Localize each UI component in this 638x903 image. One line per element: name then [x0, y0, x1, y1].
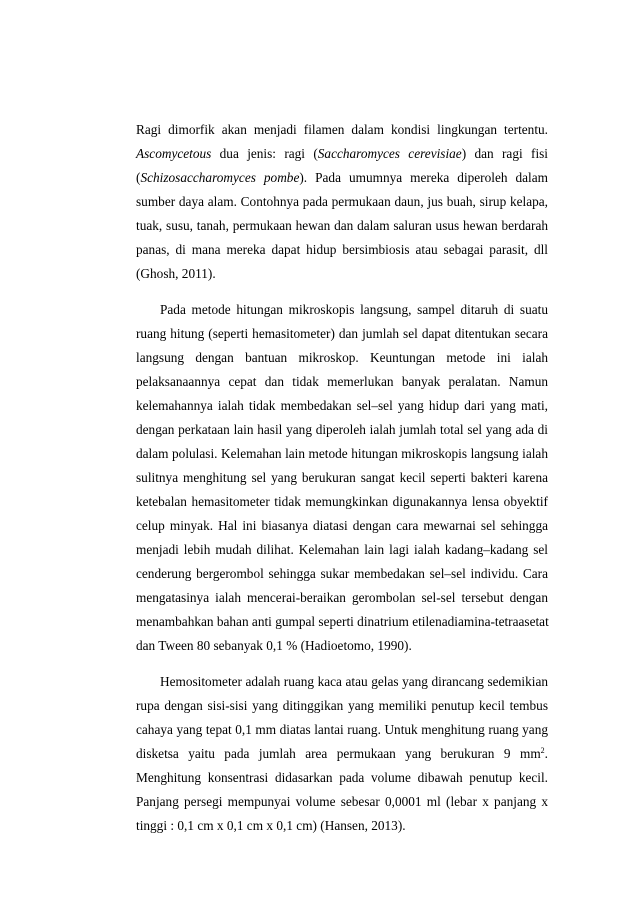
text-span: dalam polulasi. Kelemahan lain metode hitungan mikroskopis langsung ialah [136, 446, 548, 461]
text-span: cenderung bergerombol sehingga sukar membedakan sel–sel individu. Cara [136, 566, 548, 581]
text-span: Menghitung konsentrasi didasarkan pada volume dibawah penutup kecil. [136, 770, 548, 785]
text-span: ketebalan hemasitometer tidak memungkinkan digunakannya lensa obyektif [136, 494, 548, 509]
text-span: . [544, 746, 548, 761]
text-line [136, 238, 548, 262]
paragraph-gap [136, 286, 548, 298]
text-line [136, 298, 548, 322]
text-line [136, 322, 548, 346]
text-span: rupa dengan sisi-sisi yang ditinggikan yang memiliki penutup kecil tembus [136, 698, 548, 713]
text-line [136, 790, 548, 814]
text-span: cahaya yang tepat 0,1 mm diatas lantai ruang. Untuk menghitung ruang yang [136, 722, 548, 737]
italic-term: Saccharomyces cerevisiae [317, 146, 462, 161]
text-line [136, 418, 548, 442]
superscript: 2 [540, 746, 545, 755]
text-line [136, 718, 548, 742]
text-span: sumber daya alam. Contohnya pada permukaan daun, jus buah, sirup kelapa, [136, 194, 548, 209]
text-span: Hemositometer adalah ruang kaca atau gelas yang dirancang sedemikian [160, 674, 548, 689]
text-span: dan Tween 80 sebanyak 0,1 % (Hadioetomo, 1990). [136, 638, 412, 653]
text-line [136, 214, 548, 238]
text-line [136, 142, 548, 166]
text-line [136, 814, 548, 838]
text-line [136, 742, 548, 766]
body-text [136, 118, 548, 838]
text-span: pelaksanaannya cepat dan tidak memerlukan banyak peralatan. Namun [136, 374, 548, 389]
text-line [136, 262, 548, 286]
paragraph [136, 118, 548, 286]
text-line [136, 466, 548, 490]
text-span: mengatasinya ialah mencerai-beraikan gerombolan sel-sel tersebut dengan [136, 590, 548, 605]
text-span: celup minyak. Hal ini biasanya diatasi dengan cara mewarnai sel sehingga [136, 518, 548, 533]
italic-term: Ascomycetous [136, 146, 212, 161]
text-line [136, 634, 548, 658]
paragraph [136, 670, 548, 838]
text-line [136, 394, 548, 418]
text-line [136, 610, 548, 634]
text-span: menjadi lebih mudah dilihat. Kelemahan lain lagi ialah kadang–kadang sel [136, 542, 548, 557]
text-span: langsung dengan bantuan mikroskop. Keuntungan metode ini ialah [136, 350, 548, 365]
text-span: Panjang persegi mempunyai volume sebesar 0,0001 ml (lebar x panjang x [136, 794, 548, 809]
text-span: ( [136, 170, 141, 185]
text-line [136, 346, 548, 370]
text-line [136, 586, 548, 610]
text-span: Ragi dimorfik akan menjadi filamen dalam kondisi lingkungan tertentu. [136, 122, 548, 137]
text-line [136, 118, 548, 142]
text-span: ruang hitung (seperti hemasitometer) dan jumlah sel dapat ditentukan secara [136, 326, 548, 341]
text-line [136, 370, 548, 394]
text-line [136, 166, 548, 190]
italic-term: Schizosaccharomyces pombe [140, 170, 300, 185]
text-span: sulitnya menghitung sel yang berukuran sangat kecil seperti bakteri karena [136, 470, 548, 485]
text-span: dengan perkataan lain hasil yang diperoleh ialah jumlah total sel yang ada di [136, 422, 548, 437]
text-span: menambahkan bahan anti gumpal seperti dinatrium etilenadiamina-tetraasetat [136, 614, 549, 629]
text-line [136, 694, 548, 718]
text-span: disketsa yaitu pada jumlah area permukaan yang berukuran 9 mm [136, 746, 541, 761]
text-span: dua jenis: ragi ( [211, 146, 318, 161]
text-line [136, 562, 548, 586]
text-line [136, 670, 548, 694]
text-span: Pada metode hitungan mikroskopis langsung, sampel ditaruh di suatu [160, 302, 548, 317]
text-line [136, 514, 548, 538]
text-span: ). Pada umumnya mereka diperoleh dalam [299, 170, 548, 185]
text-span: ) dan ragi fisi [461, 146, 549, 161]
text-span: panas, di mana mereka dapat hidup bersimbiosis atau sebagai parasit, dll [136, 242, 548, 257]
text-line [136, 538, 548, 562]
text-line [136, 442, 548, 466]
text-span: tuak, susu, tanah, permukaan hewan dan dalam saluran usus hewan berdarah [136, 218, 548, 233]
text-span: (Ghosh, 2011). [136, 266, 216, 281]
text-line [136, 766, 548, 790]
paragraph-gap [136, 658, 548, 670]
text-span: kelemahannya ialah tidak membedakan sel–sel yang hidup dari yang mati, [136, 398, 548, 413]
text-line [136, 490, 548, 514]
text-span: tinggi : 0,1 cm x 0,1 cm x 0,1 cm) (Hansen, 2013). [136, 818, 406, 833]
paragraph [136, 298, 548, 658]
text-line [136, 190, 548, 214]
